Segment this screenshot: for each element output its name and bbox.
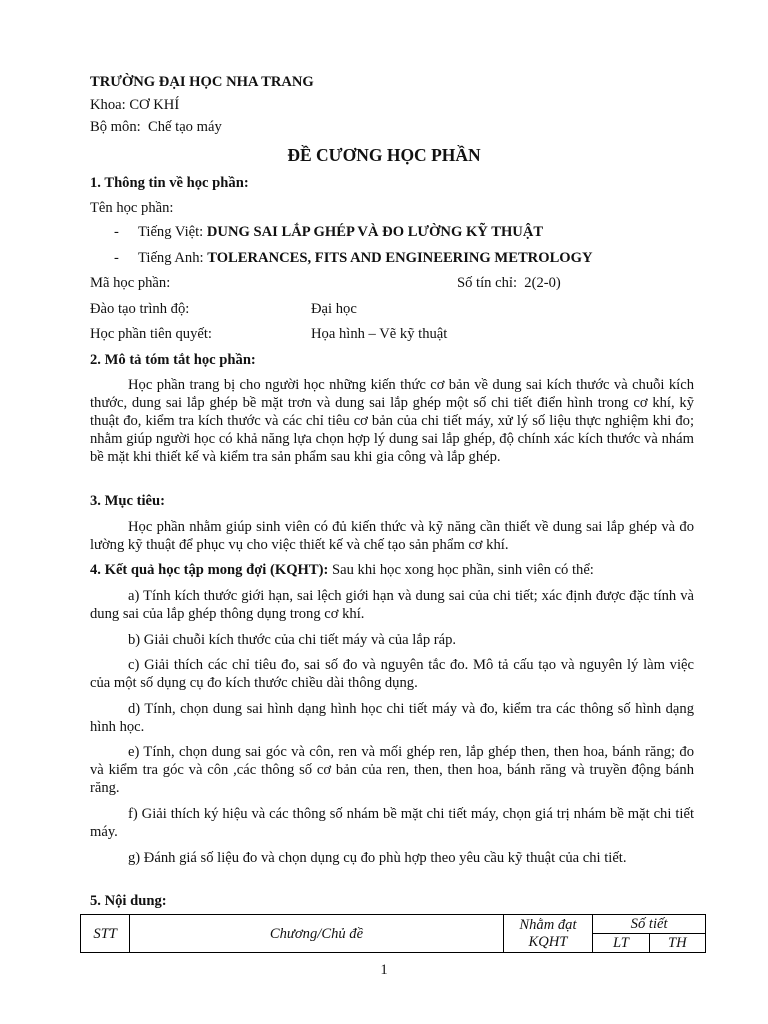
credits-value: 2(2-0)	[524, 275, 561, 291]
level-value: Đại học	[311, 301, 357, 317]
table-header-kqht-line1: Nhằm đạt	[519, 916, 577, 933]
document-title: ĐỀ CƯƠNG HỌC PHẦN	[287, 145, 481, 165]
prerequisite-value: Họa hình – Vẽ kỹ thuật	[311, 326, 448, 342]
university-name: TRƯỜNG ĐẠI HỌC NHA TRANG	[90, 74, 314, 90]
table-header-kqht	[503, 915, 593, 953]
outcome-item: c) Giải thích các chỉ tiêu đo, sai số đo và nguyên tắc đo. Mô tả cấu tạo và nguyên lý làm việc của một số dụng cụ đo kích thước chiều dài thông dụng.	[90, 657, 694, 691]
faculty-line: Khoa: CƠ KHÍ	[90, 97, 180, 113]
table-header-chapter: Chương/Chủ đề	[130, 915, 503, 953]
table-header-hours: Số tiết	[593, 915, 706, 934]
department-name: Chế tạo máy	[147, 119, 222, 135]
section4-heading-line	[90, 561, 594, 579]
vietnamese-name-line	[138, 223, 543, 241]
department-line	[90, 118, 222, 136]
page-number: 1	[380, 962, 388, 978]
section1-heading: 1. Thông tin về học phần:	[90, 175, 249, 191]
english-label: Tiếng Anh:	[138, 250, 204, 266]
outcome-item: a) Tính kích thước giới hạn, sai lệch giới hạn và dung sai của chi tiết; xác định được đặc tính và dung sai của lắp ghép thông dụng trong cơ khí.	[90, 588, 694, 622]
section2-heading: 2. Mô tả tóm tắt học phần:	[90, 352, 256, 368]
credits-label: Số tín chỉ:	[457, 275, 517, 291]
section5-heading: 5. Nội dung:	[90, 893, 167, 909]
section4-heading: 4. Kết quả học tập mong đợi (KQHT):	[90, 562, 329, 578]
course-description: Học phần trang bị cho người học những kiến thức cơ bản về dung sai kích thước và chuỗi kích thước, dung sai lắp ghép bề mặt trơn và dung sai lắp ghép một số chi tiết điển hình trong cơ khí, kỹ thuật đo, kiểm tra kích thước và các chỉ tiêu cơ bản của chi tiết máy, xử lý số liệu thực nghiệm khi đo; nhằm giúp người học có khả năng lựa chọn hợp lý dung sai lắp ghép, độ chính xác kích thước và nhám bề mặt khi thiết kế và kiểm tra sản phẩm sau khi gia công và lắp ghép.	[90, 377, 694, 465]
section4-intro: Sau khi học xong học phần, sinh viên có thể:	[332, 562, 594, 578]
vietnamese-label: Tiếng Việt:	[138, 224, 204, 240]
course-name-label: Tên học phần:	[90, 200, 174, 216]
course-code-label: Mã học phần:	[90, 275, 171, 291]
table-header-stt: STT	[81, 915, 130, 953]
section3-heading: 3. Mục tiêu:	[90, 493, 165, 509]
english-course-name: TOLERANCES, FITS AND ENGINEERING METROLOGY	[207, 250, 593, 266]
table-header-kqht-line2: KQHT	[528, 933, 568, 950]
vietnamese-course-name: DUNG SAI LẮP GHÉP VÀ ĐO LƯỜNG KỸ THUẬT	[206, 224, 544, 240]
level-label: Đào tạo trình độ:	[90, 301, 190, 317]
table-header-th: TH	[649, 934, 705, 953]
outcome-item: b) Giải chuỗi kích thước của chi tiết máy và của lắp ráp.	[128, 632, 457, 648]
bullet-dash: -	[114, 250, 119, 266]
bullet-dash: -	[114, 224, 119, 240]
course-objectives: Học phần nhằm giúp sinh viên có đủ kiến thức và kỹ năng cần thiết về dung sai lắp ghép và đo lường kỹ thuật để phục vụ cho việc thiết kế và chế tạo sản phẩm cơ khí.	[90, 519, 694, 553]
outcome-item: g) Đánh giá số liệu đo và chọn dụng cụ đo phù hợp theo yêu cầu kỹ thuật của chi tiết.	[128, 850, 627, 866]
department-label: Bộ môn:	[90, 119, 141, 135]
content-table	[80, 914, 706, 953]
outcome-item: f) Giải thích ký hiệu và các thông số nhám bề mặt chi tiết máy, chọn giá trị nhám bề mặt chi tiết máy.	[90, 806, 694, 840]
table-header-lt: LT	[593, 934, 649, 953]
credits-line	[457, 274, 561, 292]
outcome-item: d) Tính, chọn dung sai hình dạng hình học chi tiết máy và đo, kiểm tra các thông số hình dạng hình học.	[90, 701, 694, 735]
english-name-line	[138, 249, 593, 267]
prerequisite-label: Học phần tiên quyết:	[90, 326, 212, 342]
outcome-item: e) Tính, chọn dung sai góc và côn, ren và mối ghép ren, lắp ghép then, then hoa, bánh răng; đo và kiểm tra góc và côn ,các thông số cơ bản của ren, then, then hoa, bánh răng và truyền động bánh răng.	[90, 744, 694, 796]
